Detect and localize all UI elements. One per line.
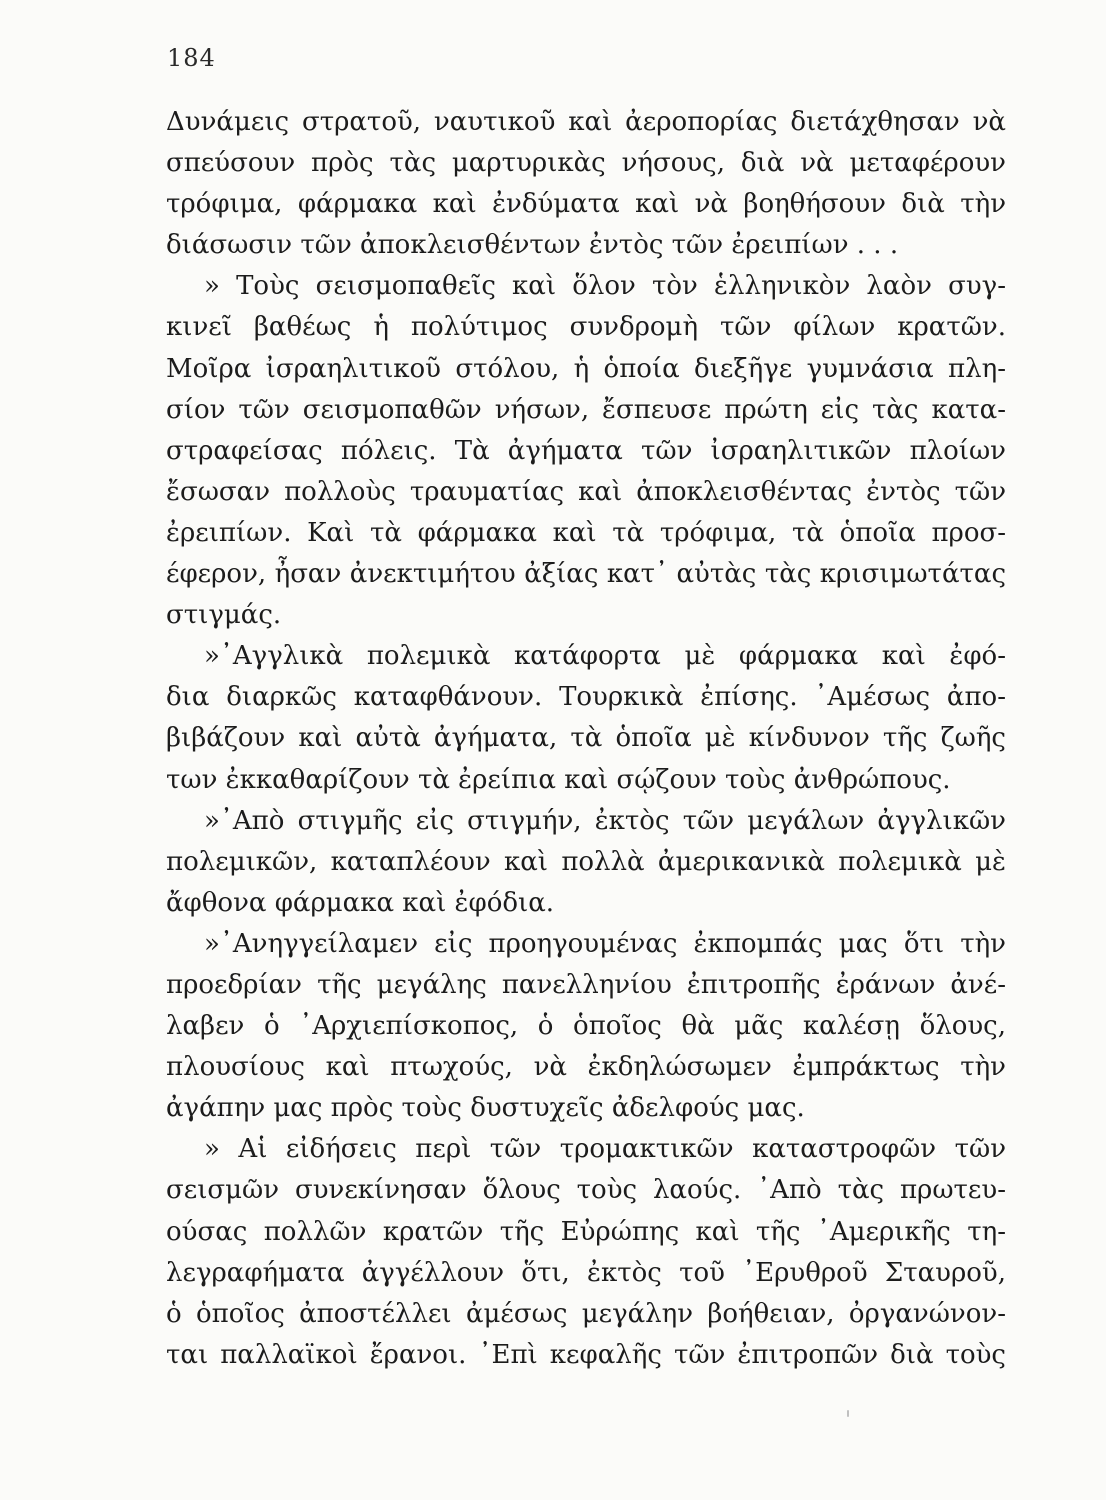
paper-speck — [847, 1410, 849, 1417]
text-line: ούσας πολλῶν κρατῶν τῆς Εὐρώπης καὶ τῆς ᾽Αμερικῆς τη- — [166, 1216, 1006, 1247]
text-line: ἐρειπίων. Καὶ τὰ φάρμακα καὶ τὰ τρόφιμα, τὰ ὁποῖα προσ- — [166, 517, 1006, 548]
text-line: »᾽Ανηγγείλαμεν εἰς προηγουμένας ἐκπομπάς μας ὅτι τὴν — [204, 928, 1006, 959]
text-line: » Αἱ εἰδήσεις περὶ τῶν τρομακτικῶν καταστροφῶν τῶν — [204, 1134, 1006, 1165]
text-line: ἔσωσαν πολλοὺς τραυματίας καὶ ἀποκλεισθέντας ἐντὸς τῶν — [166, 476, 1006, 507]
text-line: προεδρίαν τῆς μεγάλης πανελληνίου ἐπιτροπῆς ἐράνων ἀνέ- — [166, 969, 1006, 1000]
text-line: σπεύσουν πρὸς τὰς μαρτυρικὰς νήσους, διὰ νὰ μεταφέρουν — [166, 148, 1006, 179]
text-line: ἀγάπην μας πρὸς τοὺς δυστυχεῖς ἀδελφούς μας. — [166, 1093, 805, 1124]
text-line: τρόφιμα, φάρμακα καὶ ἐνδύματα καὶ νὰ βοηθήσουν διὰ τὴν — [166, 189, 1006, 220]
text-line: βιβάζουν καὶ αὐτὰ ἀγήματα, τὰ ὁποῖα μὲ κίνδυνον τῆς ζωῆς — [166, 723, 1006, 754]
text-line: ἄφθονα φάρμακα καὶ ἐφόδια. — [166, 887, 555, 918]
text-line: σεισμῶν συνεκίνησαν ὅλους τοὺς λαούς. ᾽Απὸ τὰς πρωτευ- — [166, 1175, 1006, 1206]
text-line: δια διαρκῶς καταφθάνουν. Τουρκικὰ ἐπίσης. ᾽Αμέσως ἀπο- — [166, 682, 1006, 713]
text-line: ὁ ὁποῖος ἀποστέλλει ἀμέσως μεγάλην βοήθειαν, ὀργανώνον- — [166, 1298, 1006, 1329]
text-line: » Τοὺς σεισμοπαθεῖς καὶ ὅλον τὸν ἑλληνικὸν λαὸν συγ- — [204, 271, 1006, 302]
text-line: »᾽Απὸ στιγμῆς εἰς στιγμήν, ἐκτὸς τῶν μεγάλων ἀγγλικῶν — [204, 805, 1006, 836]
text-line: στιγμάς. — [166, 600, 282, 631]
page-number: 184 — [167, 44, 216, 72]
text-line: Δυνάμεις στρατοῦ, ναυτικοῦ καὶ ἀεροπορίας διετάχθησαν νὰ — [166, 107, 1006, 137]
text-line: πολεμικῶν, καταπλέουν καὶ πολλὰ ἀμερικανικὰ πολεμικὰ μὲ — [166, 846, 1006, 877]
body-text — [166, 102, 1006, 1376]
text-line: σίον τῶν σεισμοπαθῶν νήσων, ἔσπευσε πρώτη εἰς τὰς κατα- — [166, 394, 1006, 425]
text-line: των ἐκκαθαρίζουν τὰ ἐρείπια καὶ σῴζουν τοὺς ἀνθρώπους. — [166, 764, 951, 795]
text-line: λεγραφήματα ἀγγέλλουν ὅτι, ἐκτὸς τοῦ ᾽Ερυθροῦ Σταυροῦ, — [166, 1257, 1006, 1288]
text-line: πλουσίους καὶ πτωχούς, νὰ ἐκδηλώσωμεν ἐμπράκτως τὴν — [166, 1052, 1006, 1083]
text-line: λαβεν ὁ ᾽Αρχιεπίσκοπος, ὁ ὁποῖος θὰ μᾶς καλέσῃ ὅλους, — [166, 1011, 1006, 1042]
text-line: έφερον, ἦσαν ἀνεκτιμήτου ἀξίας κατ᾽ αὐτὰς τὰς κρισιμωτάτας — [166, 559, 1006, 590]
text-line: »᾽Αγγλικὰ πολεμικὰ κατάφορτα μὲ φάρμακα καὶ ἐφό- — [204, 641, 1006, 672]
text-line: ται παλλαϊκοὶ ἔρανοι. ᾽Επὶ κεφαλῆς τῶν ἐπιτροπῶν διὰ τοὺς — [166, 1339, 1006, 1370]
text-line: κινεῖ βαθέως ἡ πολύτιμος συνδρομὴ τῶν φίλων κρατῶν. — [166, 312, 1006, 343]
text-line: Μοῖρα ἰσραηλιτικοῦ στόλου, ἡ ὁποία διεξῆγε γυμνάσια πλη- — [166, 353, 1006, 384]
text-line: στραφείσας πόλεις. Τὰ ἀγήματα τῶν ἰσραηλιτικῶν πλοίων — [166, 435, 1006, 466]
text-line: διάσωσιν τῶν ἀποκλεισθέντων ἐντὸς τῶν ἐρειπίων . . . — [166, 230, 899, 261]
